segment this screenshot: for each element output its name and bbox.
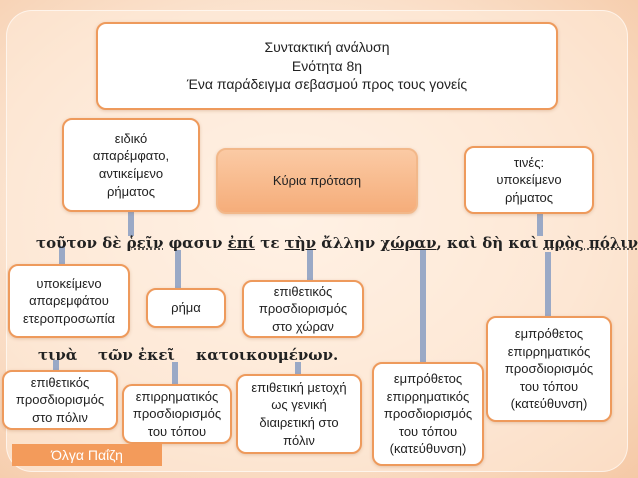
box-attributive-choran bbox=[242, 280, 364, 338]
box-attributive-polin-text: επιθετικός προσδιορισμός στο πόλιν bbox=[15, 374, 105, 425]
greek-1-t8: χώραν bbox=[380, 234, 437, 252]
box-adverbial-place-text: επιρρηματικός προσδιορισμός του τόπου bbox=[132, 388, 222, 439]
box-infinitive-subject-text: υποκείμενο απαρεμφάτου ετεροπροσωπία bbox=[22, 275, 116, 326]
box-prep-direction-right bbox=[486, 316, 612, 422]
greek-1-t6: τὴν bbox=[284, 234, 317, 252]
greek-1-t10: πρὸς πόλιν bbox=[543, 234, 638, 252]
box-tines-subject bbox=[464, 146, 594, 214]
title-line-2: Ενότητα 8η bbox=[291, 57, 363, 74]
box-attributive-polin bbox=[2, 370, 118, 430]
greek-1-t3: φασιν bbox=[163, 234, 228, 252]
box-adverbial-place bbox=[122, 384, 232, 444]
greek-1-t5: τε bbox=[255, 234, 285, 252]
box-infinitive-object bbox=[62, 118, 200, 212]
greek-line-2-word-2: τῶν ἐκεῖ bbox=[98, 346, 175, 364]
greek-1-t1: τοῦτον δὲ bbox=[36, 234, 127, 252]
title-line-3: Ένα παράδειγμα σεβασμού προς τους γονείς bbox=[186, 76, 468, 93]
box-prep-direction-right-text: εμπρόθετος επιρρηματικός προσδιορισμός του τόπου (κατεύθυνση) bbox=[504, 326, 594, 412]
author-credit: Όλγα Παΐζη bbox=[12, 444, 162, 466]
greek-1-t9: , καὶ δὴ καὶ bbox=[436, 234, 544, 252]
greek-1-t2: ῥεῖν bbox=[126, 234, 164, 252]
box-participle-text: επιθετική μετοχή ως γενική διαιρετική στο πόλιν bbox=[251, 379, 347, 448]
box-prep-direction-bottom bbox=[372, 362, 484, 466]
greek-line-1 bbox=[36, 234, 638, 252]
box-prep-direction-bottom-text: εμπρόθετος επιρρηματικός προσδιορισμός του τόπου (κατεύθυνση) bbox=[383, 371, 473, 457]
box-infinitive-object-text: ειδικό απαρέμφατο, αντικείμενο ρήματος bbox=[92, 130, 170, 199]
greek-1-t4: ἐπί bbox=[227, 234, 256, 252]
title-line-1: Συντακτική ανάλυση bbox=[264, 38, 390, 55]
box-tines-subject-text: τινές: υποκείμενο ρήματος bbox=[496, 154, 562, 205]
box-main-clause-text: Κύρια πρόταση bbox=[272, 173, 362, 189]
box-verb-text: ρήμα bbox=[171, 300, 201, 316]
title-box bbox=[96, 22, 558, 110]
box-main-clause bbox=[216, 148, 418, 214]
greek-1-t7: ἄλλην bbox=[316, 234, 381, 252]
greek-line-2-word-3: κατοικουμένων. bbox=[196, 346, 339, 364]
greek-line-2-word-1: τινὰ bbox=[38, 346, 78, 364]
box-participle bbox=[236, 374, 362, 454]
box-verb bbox=[146, 288, 226, 328]
box-infinitive-subject bbox=[8, 264, 130, 338]
box-attributive-choran-text: επιθετικός προσδιορισμός στο χώραν bbox=[258, 283, 348, 334]
